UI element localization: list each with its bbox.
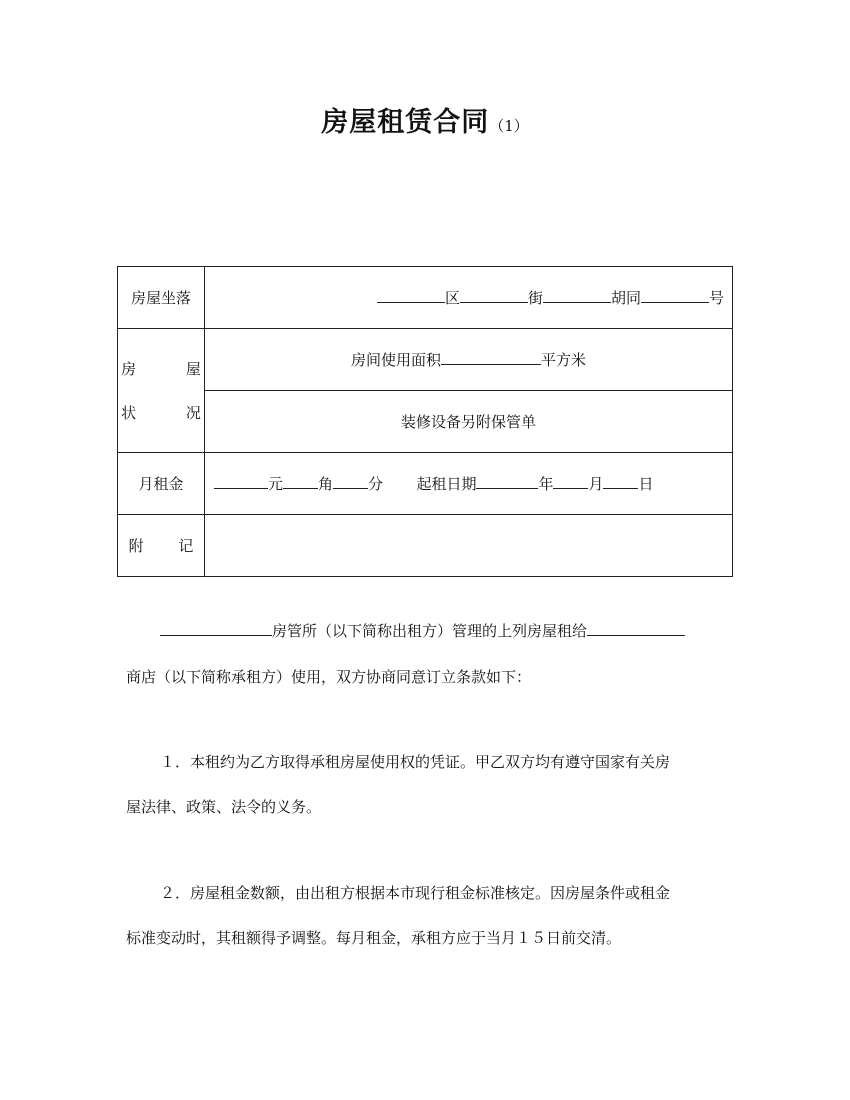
month-unit: 月 bbox=[588, 475, 604, 493]
intro-line1 bbox=[160, 620, 685, 641]
contract-body bbox=[126, 0, 728, 1100]
year-unit: 年 bbox=[538, 475, 554, 493]
street-unit: 街 bbox=[527, 289, 543, 307]
fen-unit: 分 bbox=[368, 475, 384, 493]
clause-1-line1: １．本租约为乙方取得承租房屋使用权的凭证。甲乙双方均有遵守国家有关房 bbox=[160, 753, 671, 771]
clause-1-line2: 屋法律、政策、法令的义务。 bbox=[126, 798, 322, 816]
intro-line2: 商店（以下简称承租方）使用，双方协商同意订立条款如下： bbox=[126, 668, 532, 686]
rent-label: 月租金 bbox=[118, 453, 205, 515]
district-unit: 区 bbox=[444, 289, 460, 307]
landlord-blank bbox=[160, 620, 272, 636]
equipment-note: 装修设备另附保管单 bbox=[205, 391, 733, 453]
hutong-unit: 胡同 bbox=[610, 289, 641, 307]
day-unit: 日 bbox=[638, 475, 654, 493]
yuan-unit: 元 bbox=[268, 475, 284, 493]
clause-2-line1: ２．房屋租金数额，由出租方根据本市现行租金标准核定。因房屋条件或租金 bbox=[160, 884, 671, 902]
area-prefix: 房间使用面积 bbox=[350, 351, 441, 369]
remarks-label-text: 附 记 bbox=[128, 537, 209, 555]
area-suffix: 平方米 bbox=[541, 351, 587, 369]
tenant-blank bbox=[587, 620, 685, 636]
location-label: 房屋坐落 bbox=[118, 267, 205, 329]
jiao-unit: 角 bbox=[318, 475, 334, 493]
start-date-label: 起租日期 bbox=[416, 475, 477, 493]
number-unit: 号 bbox=[708, 289, 724, 307]
intro-part1: 房管所（以下简称出租方）管理的上列房屋租给 bbox=[272, 622, 588, 640]
title-number: （1） bbox=[489, 117, 529, 135]
condition-label-line2: 状 况 bbox=[121, 403, 224, 422]
clause-2-line2: 标准变动时，其租额得予调整。每月租金，承租方应于当月１５日前交清。 bbox=[126, 929, 622, 947]
condition-label-line1: 房 屋 bbox=[121, 359, 224, 378]
title-main: 房屋租赁合同 bbox=[321, 107, 490, 138]
